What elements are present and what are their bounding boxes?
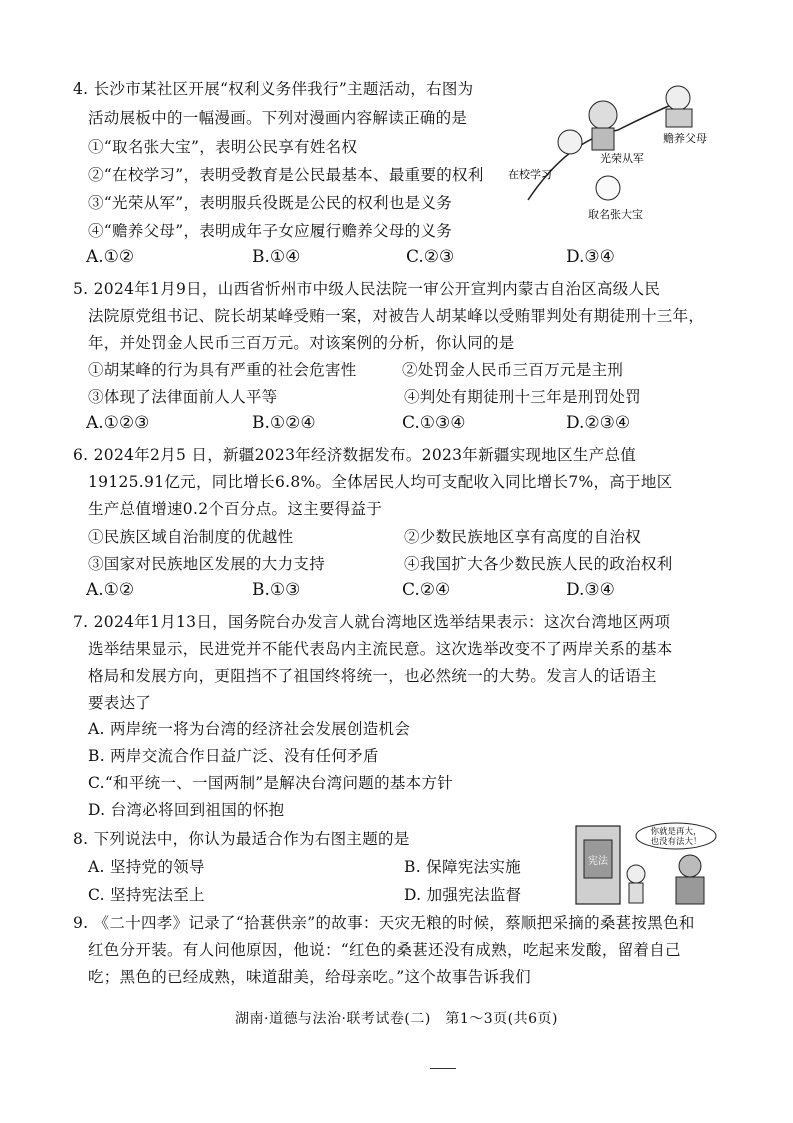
q5-option-c[interactable]: C.①③④ <box>402 413 466 433</box>
q6-option-c[interactable]: C.②④ <box>402 580 451 600</box>
page-footer: 湖南·道德与法治·联考试卷(二) 第1～3页(共6页) <box>235 1011 558 1027</box>
q7-stem-line-3: 格局和发展方向，更阻挡不了祖国终将统一，也必然统一的大势。发言人的话语主 <box>88 667 657 685</box>
q6-option-a[interactable]: A.①② <box>86 580 135 600</box>
q8-cartoon <box>572 822 724 908</box>
q6-stem-line-3: 生产总值增速0.2个百分点。这主要得益于 <box>88 500 383 518</box>
q5-option-d[interactable]: D.②③④ <box>566 413 631 433</box>
q4-choice-1: ①“取名张大宝”，表明公民享有姓名权 <box>88 138 358 156</box>
q5-choice-4: ④判处有期徒刑十三年是刑罚处罚 <box>404 388 642 406</box>
cartoon-label-military: 光荣从军 <box>600 152 644 165</box>
q8-option-b[interactable]: B. 保障宪法实施 <box>404 858 521 876</box>
q6-stem-line-1: 6. 2024年2月5 日，新疆2023年经济数据发布。2023年新疆实现地区生产总值 <box>73 446 637 464</box>
q4-stem-line-1: 4. 长沙市某社区开展“权利义务伴我行”主题活动，右图为 <box>73 80 474 98</box>
q7-option-b[interactable]: B. 两岸交流合作日益广泛、没有任何矛盾 <box>88 747 379 765</box>
q7-option-d[interactable]: D. 台湾必将回到祖国的怀抱 <box>88 801 285 819</box>
cartoon-label-naming: 取名张大宝 <box>588 208 643 221</box>
q4-option-d[interactable]: D.③④ <box>566 247 615 267</box>
official-figure <box>679 855 701 877</box>
q6-choice-3: ③国家对民族地区发展的大力支持 <box>88 555 326 573</box>
q8-option-a[interactable]: A. 坚持党的领导 <box>88 858 205 876</box>
constitution-book-title: 宪法 <box>588 856 608 867</box>
q4-option-a[interactable]: A.①② <box>86 247 135 267</box>
q5-option-b[interactable]: B.①②④ <box>252 413 316 433</box>
soldier-figure <box>589 101 617 129</box>
q9-stem-line-1: 9. 《二十四孝》记录了“拾葚供亲”的故事：天灾无粮的时候，蔡顺把采摘的桑葚按黑色和 <box>73 914 695 932</box>
q8-option-c[interactable]: C. 坚持宪法至上 <box>88 886 205 904</box>
q6-option-d[interactable]: D.③④ <box>566 580 615 600</box>
q5-stem-line-3: 年，并处罚金人民币三百万元。对该案例的分析，你认同的是 <box>88 334 515 352</box>
q4-option-c[interactable]: C.②③ <box>406 247 455 267</box>
q7-stem-line-4: 要表达了 <box>88 694 152 712</box>
q5-choice-3: ③体现了法律面前人人平等 <box>88 388 278 406</box>
student-figure <box>558 130 582 154</box>
q4-choice-4: ④“赡养父母”，表明成年子女应履行赡养父母的义务 <box>88 222 453 240</box>
speech-bubble-line-2: 也没有法大！ <box>650 837 702 847</box>
q7-stem-line-2: 选举结果显示，民进党并不能代表岛内主流民意。这次选举改变不了两岸关系的基本 <box>88 640 673 658</box>
q6-stem-line-2: 19125.91亿元，同比增长6.8%。全体居民人均可支配收入同比增长7%，高于地区 <box>88 473 673 491</box>
q4-cartoon <box>508 80 738 230</box>
q6-choice-4: ④我国扩大各少数民族人民的政治权利 <box>404 555 673 573</box>
cartoon-label-support-parents: 赡养父母 <box>663 132 707 145</box>
q6-option-b[interactable]: B.①③ <box>252 580 301 600</box>
q7-option-a[interactable]: A. 两岸统一将为台湾的经济社会发展创造机会 <box>88 720 411 738</box>
baby-figure <box>596 176 620 200</box>
cartoon-label-school: 在校学习 <box>508 168 552 181</box>
q4-choice-2: ②“在校学习”，表明受教育是公民最基本、最重要的权利 <box>88 166 484 184</box>
q6-choice-1: ①民族区域自治制度的优越性 <box>88 528 294 546</box>
q4-option-b[interactable]: B.①④ <box>252 247 301 267</box>
q5-choice-1: ①胡某峰的行为具有严重的社会危害性 <box>88 361 357 379</box>
speech-bubble-line-1: 你就是再大， <box>650 827 702 837</box>
q4-choice-3: ③“光荣从军”，表明服兵役既是公民的权利也是义务 <box>88 194 453 212</box>
q5-stem-line-2: 法院原党组书记、院长胡某峰受贿一案，对被告人胡某峰以受贿罪判处有期徒刑十三年， <box>88 307 705 325</box>
q9-stem-line-2: 红色分开装。有人问他原因，他说：“红色的桑葚还没有成熟，吃起来发酸，留着自己 <box>88 941 681 959</box>
q5-option-a[interactable]: A.①②③ <box>86 413 150 433</box>
q9-stem-line-3: 吃；黑色的已经成熟，味道甜美，给母亲吃。”这个故事告诉我们 <box>88 968 531 986</box>
q4-stem-line-2: 活动展板中的一幅漫画。下列对漫画内容解读正确的是 <box>88 109 468 127</box>
elderly-figure <box>666 86 690 110</box>
q5-choice-2: ②处罚金人民币三百万元是主刑 <box>402 361 624 379</box>
q8-option-d[interactable]: D. 加强宪法监督 <box>404 886 522 904</box>
q7-stem-line-1: 7. 2024年1月13日，国务院台办发言人就台湾地区选举结果表示：这次台湾地区两项 <box>73 613 671 631</box>
q6-choice-2: ②少数民族地区享有高度的自治权 <box>404 528 642 546</box>
footer-rule <box>430 1068 456 1069</box>
q8-stem: 8. 下列说法中，你认为最适合作为右图主题的是 <box>73 830 410 848</box>
q7-option-c[interactable]: C.“和平统一、一国两制”是解决台湾问题的基本方针 <box>88 774 454 792</box>
q5-stem-line-1: 5. 2024年1月9日，山西省忻州市中级人民法院一审公开宣判内蒙古自治区高级人民 <box>73 280 661 298</box>
child-figure <box>627 865 645 883</box>
